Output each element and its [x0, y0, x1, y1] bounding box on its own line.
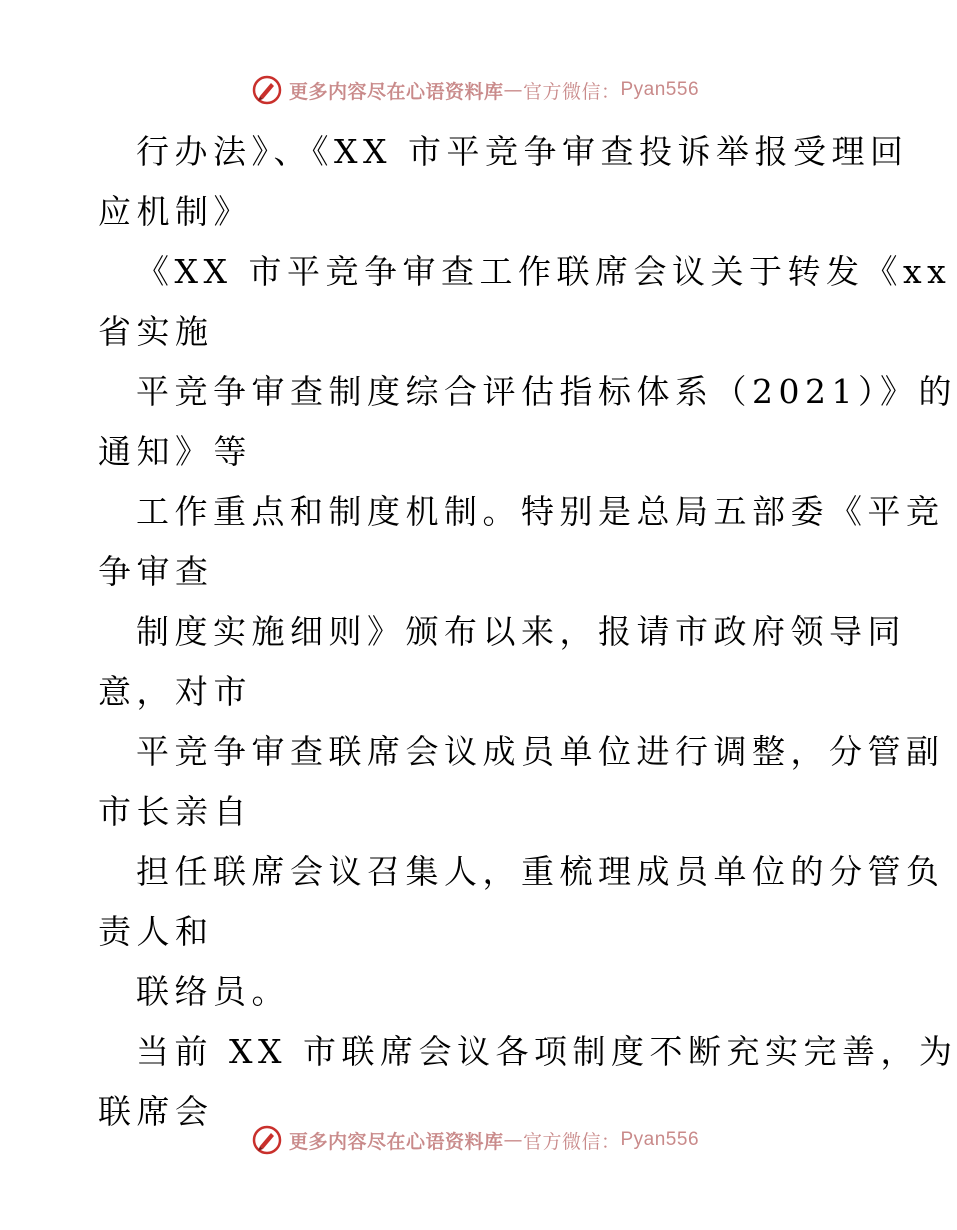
text-line: 平竞争审查制度综合评估指标体系（2021）》的 — [136, 372, 957, 411]
text-line: 行办法》、《XX 市平竞争审查投诉举报受理回 — [136, 132, 909, 171]
pen-logo-icon — [251, 74, 283, 106]
text-line: 责人和 — [98, 912, 214, 951]
text-line: 《XX 市平竞争审查工作联席会议关于转发《xx — [136, 252, 952, 291]
text-line: 通知》等 — [98, 432, 252, 471]
text-line: 意，对市 — [98, 672, 252, 711]
watermark-wechat-id: Pyan556 — [620, 1129, 700, 1150]
text-line: 工作重点和制度机制。特别是总局五部委《平竞 — [136, 492, 945, 531]
document-body — [98, 122, 957, 1142]
text-line: 市长亲自 — [98, 792, 252, 831]
text-line: 联络员。 — [136, 972, 290, 1011]
text-line: 当前 XX 市联席会议各项制度不断充实完善，为 — [136, 1032, 957, 1071]
text-line: 平竞争审查联席会议成员单位进行调整，分管副 — [136, 732, 945, 771]
footer-watermark — [0, 1120, 950, 1160]
text-line: 省实施 — [98, 312, 214, 351]
text-line: 联席会 — [98, 1092, 214, 1131]
text-line: 争审查 — [98, 552, 214, 591]
watermark-main-text: 更多内容尽在心语资料库 — [288, 1130, 504, 1153]
watermark-sub-text: 官方微信： — [522, 80, 621, 103]
watermark-sub-text: 官方微信： — [522, 1130, 621, 1153]
watermark-dash: — — [503, 1129, 523, 1151]
text-line: 制度实施细则》颁布以来，报请市政府领导同 — [136, 612, 906, 651]
watermark-main-text: 更多内容尽在心语资料库 — [288, 80, 504, 103]
watermark-dash: — — [503, 79, 523, 101]
header-watermark — [0, 70, 950, 110]
text-line: 应机制》 — [98, 192, 252, 231]
pen-logo-icon — [251, 1124, 283, 1156]
watermark-wechat-id: Pyan556 — [620, 79, 700, 100]
text-line: 担任联席会议召集人，重梳理成员单位的分管负 — [136, 852, 945, 891]
